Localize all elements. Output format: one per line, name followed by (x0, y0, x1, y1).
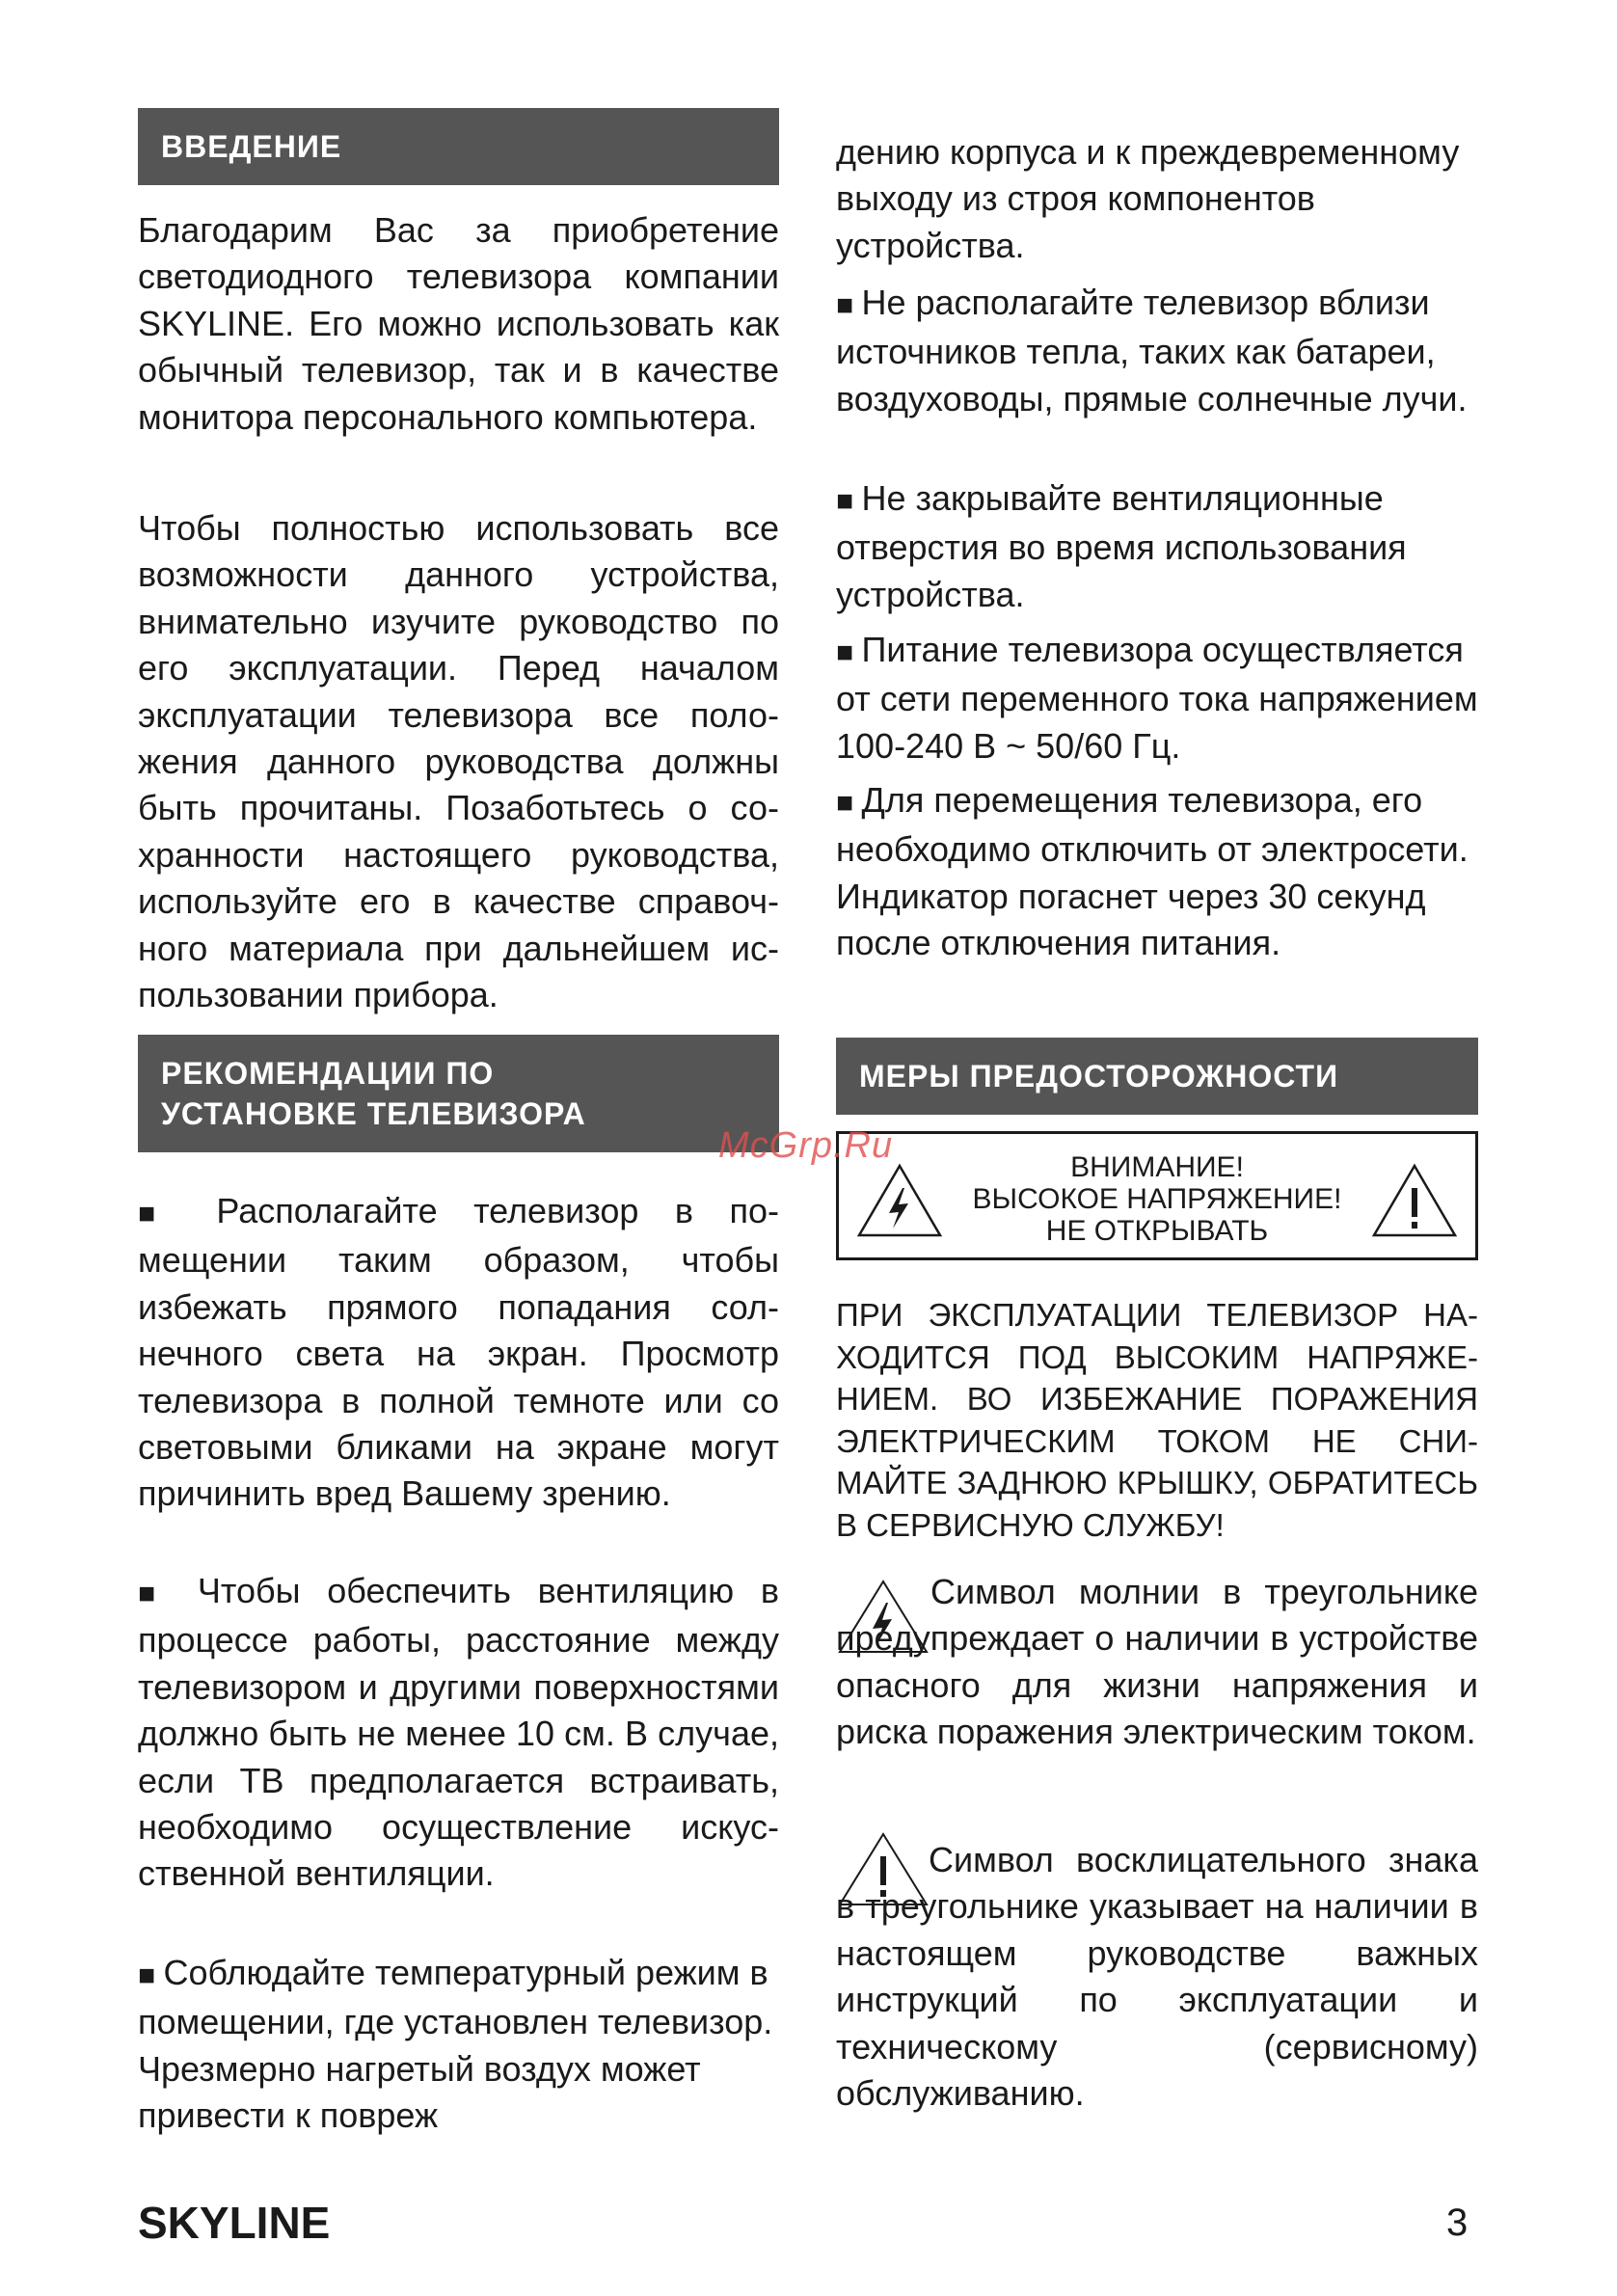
exclamation-triangle-icon (1371, 1163, 1458, 1238)
watermark: McGrp.Ru (718, 1125, 894, 1166)
warning-line-3: НЕ ОТКРЫВАТЬ (1045, 1215, 1269, 1247)
intro-paragraph-2: Чтобы полностью использовать все возможности данного устройства, внимательно изучите руководство по его эксплуатации. Перед началом эксплуатации телевизора все положения данного руководства должны быть прочитаны. Позаботьтесь о сохранности настоящего руководства, используйте его в качестве справочного материала при дальнейшем использовании прибора. (138, 508, 779, 1015)
continued-text: дению корпуса и к преждевременному выходу из строя компонентов устройства. (836, 132, 1460, 265)
install-bullet-1: ■ Располагайте телевизор в помещении таким образом, чтобы избежать прямого попадания солнечного света на экран. Просмотр телевизора в полной темноте или со световыми бликами на экране могут причинить вред Вашему зрению. (138, 1188, 779, 1518)
brand-logo: SKYLINE (138, 2198, 331, 2248)
install-bullet-7: ■ Для перемещения телевизора, его необходимо отключить от электросети. Индикатор погаснет через 30 секунд после отключения питания. (836, 777, 1478, 967)
caution-header-label: МЕРЫ ПРЕДОСТОРОЖНОСТИ (859, 1059, 1339, 1094)
caution-header (836, 1038, 1478, 1115)
page-number: 3 (1446, 2201, 1469, 2244)
warning-line-2: ВЫСОКОЕ НАПРЯЖЕНИЕ! (972, 1183, 1342, 1215)
install-bullet-3: ■ Соблюдайте температурный режим в помещении, где установлен телевизор. Чрезмерно нагретый воздух может привести к повреж (138, 1950, 779, 2140)
install-header-line1: РЕКОМЕНДАЦИИ ПО (161, 1056, 495, 1091)
lightning-symbol-text: Символ молнии в треугольнике предупреждает о наличии в устройстве опасного для жизни напряжения и риска поражения электрическим током. (836, 1572, 1478, 1752)
install-bullet-4: ■ Не располагайте телевизор вблизи источников тепла, таких как батареи, воздуховоды, прямые солнечные лучи. (836, 280, 1478, 422)
install-header-line2: УСТАНОВКЕ ТЕЛЕВИЗОРА (161, 1096, 586, 1131)
intro-paragraph-1: Благодарим Вас за приобретение светодиодного телевизора компании SKYLINE. Его можно использовать как обычный телевизор, так и в качестве монитора персонального компьютера. (138, 210, 779, 437)
install-header (138, 1035, 779, 1152)
high-voltage-warning-box (836, 1131, 1478, 1260)
install-bullet-6: ■ Питание телевизора осуществляется от сети переменного тока напряжением 100-240 В ~ 50/60 Гц. (836, 627, 1478, 770)
caution-caps-text: ПРИ ЭКСПЛУАТАЦИИ ТЕЛЕВИЗОР НАХОДИТСЯ ПОД ВЫСОКИМ НАПРЯЖЕНИЕМ. ВО ИЗБЕЖАНИЕ ПОРАЖЕНИЯ ЭЛЕКТРИЧЕСКИМ ТОКОМ НЕ СНИМАЙТЕ ЗАДНЮЮ КРЫШКУ, ОБРАТИТЕСЬ В СЕРВИСНУЮ СЛУЖБУ! (836, 1297, 1478, 1543)
exclamation-symbol-text: Символ восклицательного знака в треугольнике указывает на наличии в настоящем руководстве важных инструкций по эксплуатации и техническому (сервисному) обслуживанию. (836, 1840, 1478, 2114)
install-bullet-2: ■ Чтобы обеспечить вентиляцию в процессе работы, расстояние между телевизором и другими поверхностями должно быть не менее 10 см. В случае, если ТВ предполагается встраивать, необходимо осуществление искусственной вентиляции. (138, 1568, 779, 1898)
warning-line-1: ВНИМАНИЕ! (1070, 1151, 1244, 1183)
install-bullet-5: ■ Не закрывайте вентиляционные отверстия во время использования устройства. (836, 475, 1478, 618)
intro-header-label: ВВЕДЕНИЕ (161, 129, 342, 164)
intro-header (138, 108, 779, 185)
